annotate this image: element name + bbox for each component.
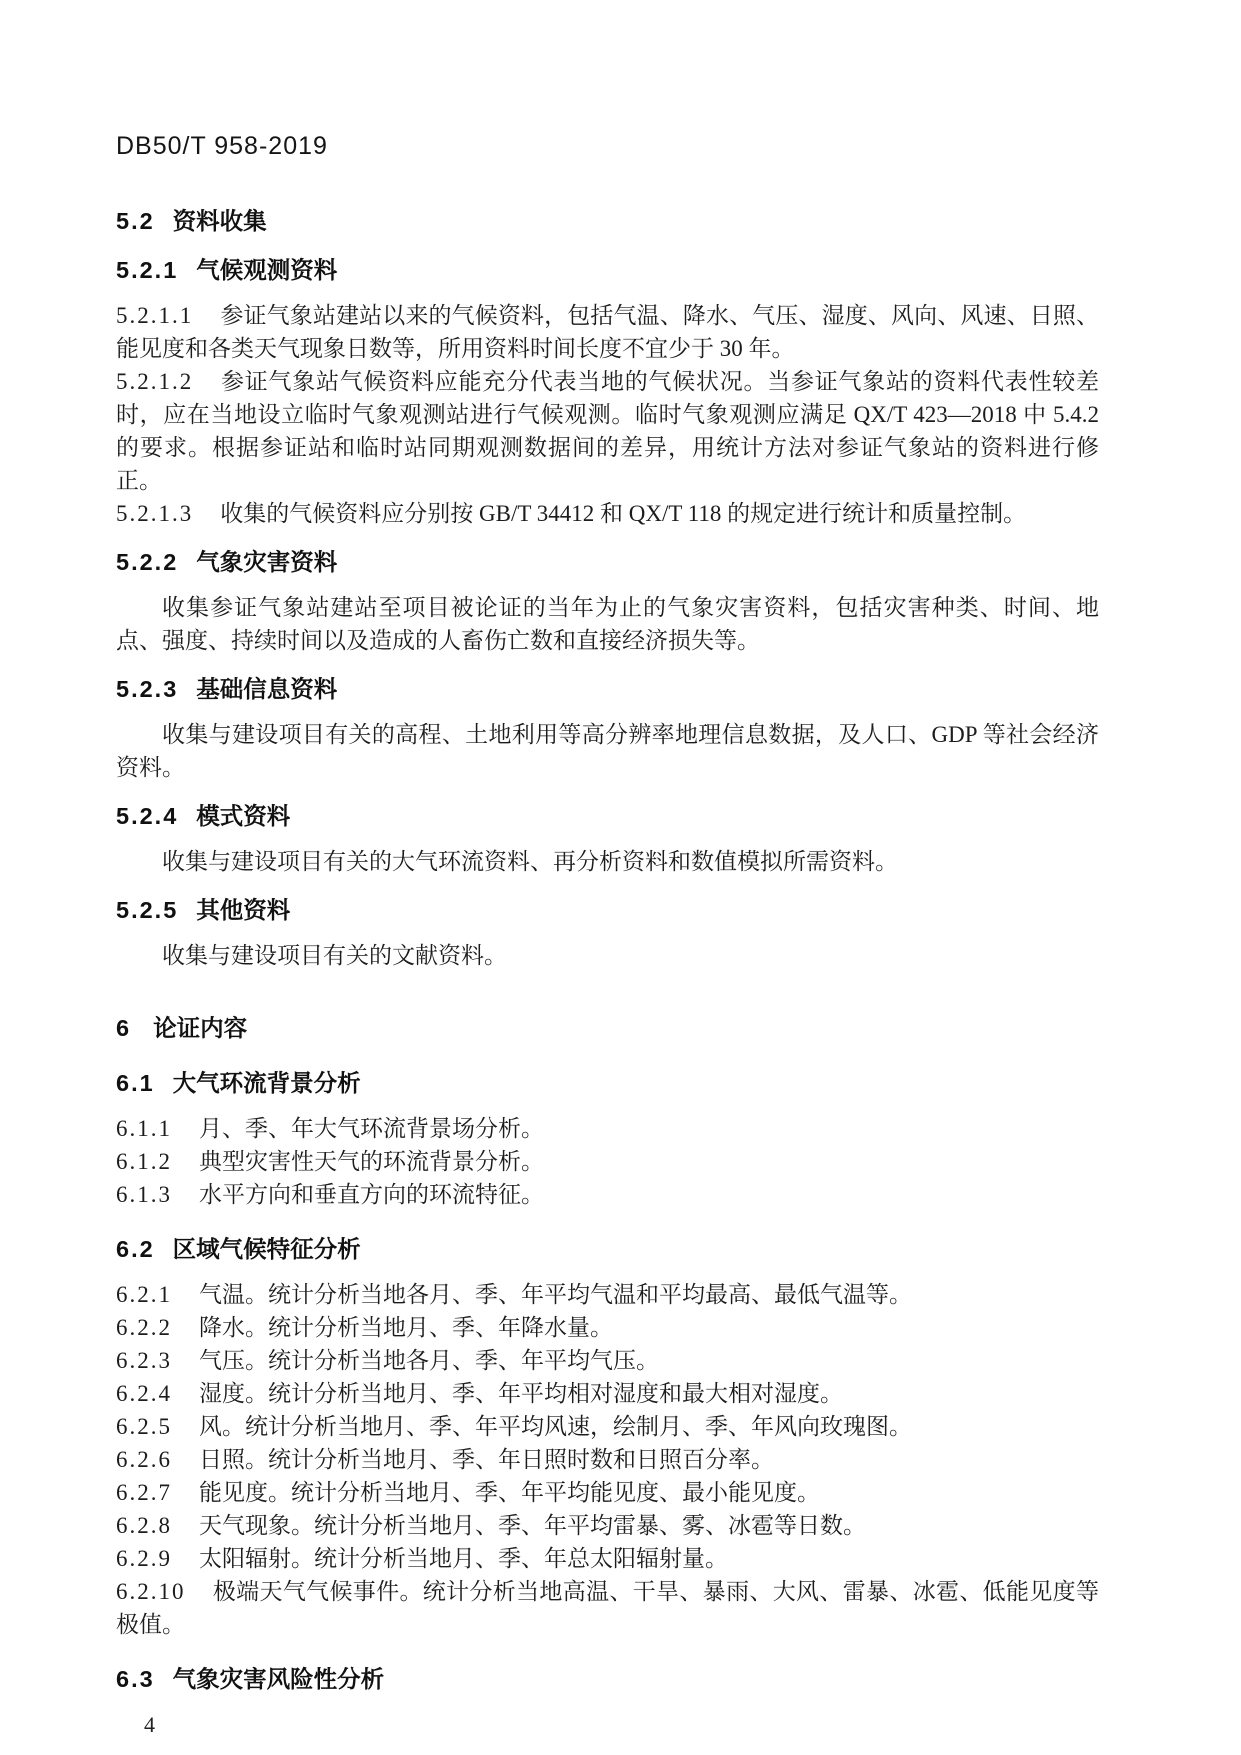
document-number: DB50/T 958-2019 — [116, 132, 328, 160]
clause-number: 6.2.4 — [116, 1381, 172, 1406]
heading-5-2-1 — [116, 254, 1099, 287]
heading-number: 5.2.2 — [116, 549, 179, 575]
clause-text: 气温。统计分析当地各月、季、年平均气温和平均最高、最低气温等。 — [199, 1282, 912, 1307]
page-number: 4 — [144, 1712, 155, 1737]
heading-text: 资料收集 — [172, 208, 267, 234]
clause-6-1-1 — [116, 1112, 1099, 1145]
heading-number: 6.2 — [116, 1236, 155, 1262]
clause-text: 降水。统计分析当地月、季、年降水量。 — [199, 1315, 613, 1340]
clause-number: 5.2.1.2 — [116, 369, 194, 394]
clause-number: 5.2.1.1 — [116, 303, 194, 328]
heading-text: 模式资料 — [196, 803, 291, 829]
clause-text: 太阳辐射。统计分析当地月、季、年总太阳辐射量。 — [199, 1546, 728, 1571]
heading-5-2-2 — [116, 546, 1099, 579]
clause-text: 月、季、年大气环流背景场分析。 — [199, 1116, 544, 1141]
heading-text: 基础信息资料 — [196, 676, 338, 702]
clause-text: 天气现象。统计分析当地月、季、年平均雷暴、雾、冰雹等日数。 — [199, 1513, 866, 1538]
clause-5-2-1-2 — [116, 365, 1099, 497]
clause-6-1-2 — [116, 1145, 1099, 1178]
clause-text: 典型灾害性天气的环流背景分析。 — [199, 1149, 544, 1174]
heading-text: 区域气候特征分析 — [172, 1236, 361, 1262]
clause-6-2-10 — [116, 1575, 1099, 1641]
clause-6-2-5 — [116, 1410, 1099, 1443]
clause-text: 极端天气气候事件。统计分析当地高温、干旱、暴雨、大风、雷暴、冰雹、低能见度等极值。 — [116, 1579, 1099, 1637]
clause-number: 6.2.10 — [116, 1579, 186, 1604]
clause-6-2-9 — [116, 1542, 1099, 1575]
paragraph-5-2-3: 收集与建设项目有关的高程、土地利用等高分辨率地理信息数据，及人口、GDP 等社会经济资料。 — [116, 722, 1099, 780]
heading-text: 气候观测资料 — [196, 257, 338, 283]
clause-number: 5.2.1.3 — [116, 501, 194, 526]
heading-number: 6.1 — [116, 1070, 155, 1096]
clause-text: 湿度。统计分析当地月、季、年平均相对湿度和最大相对湿度。 — [199, 1381, 843, 1406]
clause-number: 6.1.2 — [116, 1149, 172, 1174]
heading-5-2-4 — [116, 800, 1099, 833]
heading-number: 5.2.1 — [116, 257, 179, 283]
clause-text: 收集的气候资料应分别按 GB/T 34412 和 QX/T 118 的规定进行统计和质量控制。 — [220, 501, 1027, 526]
clause-number: 6.2.5 — [116, 1414, 172, 1439]
heading-number: 5.2.5 — [116, 897, 179, 923]
clause-number: 6.2.6 — [116, 1447, 172, 1472]
paragraph-5-2-4: 收集与建设项目有关的大气环流资料、再分析资料和数值模拟所需资料。 — [162, 849, 898, 874]
heading-number: 6 — [116, 1015, 132, 1041]
clause-text: 水平方向和垂直方向的环流特征。 — [199, 1182, 544, 1207]
heading-number: 5.2.4 — [116, 803, 179, 829]
heading-5-2-5 — [116, 894, 1099, 927]
clause-5-2-1-1 — [116, 299, 1099, 365]
clause-6-2-4 — [116, 1377, 1099, 1410]
clause-6-2-6 — [116, 1443, 1099, 1476]
heading-text: 气象灾害风险性分析 — [172, 1666, 385, 1692]
heading-text: 论证内容 — [153, 1015, 248, 1041]
clause-5-2-1-3 — [116, 497, 1099, 530]
heading-5-2 — [116, 205, 1099, 238]
clause-6-2-2 — [116, 1311, 1099, 1344]
clause-number: 6.1.3 — [116, 1182, 172, 1207]
clause-text: 气压。统计分析当地各月、季、年平均气压。 — [199, 1348, 659, 1373]
paragraph-5-2-5: 收集与建设项目有关的文献资料。 — [162, 943, 507, 968]
clause-number: 6.2.8 — [116, 1513, 172, 1538]
heading-text: 大气环流背景分析 — [172, 1070, 361, 1096]
heading-6 — [116, 1012, 1099, 1045]
heading-6-2 — [116, 1233, 1099, 1266]
clause-number: 6.2.2 — [116, 1315, 172, 1340]
heading-number: 6.3 — [116, 1666, 155, 1692]
clause-6-2-3 — [116, 1344, 1099, 1377]
clause-text: 参证气象站建站以来的气候资料，包括气温、降水、气压、湿度、风向、风速、日照、能见度和各类天气现象日数等，所用资料时间长度不宜少于 30 年。 — [116, 303, 1099, 361]
clause-number: 6.2.3 — [116, 1348, 172, 1373]
heading-6-1 — [116, 1067, 1099, 1100]
heading-number: 5.2.3 — [116, 676, 179, 702]
clause-number: 6.2.1 — [116, 1282, 172, 1307]
clause-text: 能见度。统计分析当地月、季、年平均能见度、最小能见度。 — [199, 1480, 820, 1505]
paragraph-5-2-2: 收集参证气象站建站至项目被论证的当年为止的气象灾害资料，包括灾害种类、时间、地点、强度、持续时间以及造成的人畜伤亡数和直接经济损失等。 — [116, 595, 1099, 653]
heading-number: 5.2 — [116, 208, 155, 234]
clause-6-2-7 — [116, 1476, 1099, 1509]
clause-6-1-3 — [116, 1178, 1099, 1211]
clause-number: 6.2.9 — [116, 1546, 172, 1571]
clause-text: 风。统计分析当地月、季、年平均风速，绘制月、季、年风向玫瑰图。 — [199, 1414, 912, 1439]
clause-6-2-1 — [116, 1278, 1099, 1311]
heading-5-2-3 — [116, 673, 1099, 706]
heading-text: 其他资料 — [196, 897, 291, 923]
clause-text: 参证气象站气候资料应能充分代表当地的气候状况。当参证气象站的资料代表性较差时，应在当地设立临时气象观测站进行气候观测。临时气象观测应满足 QX/T 423—2018 中 5.4.2 的要求。根据参证站和临时站同期观测数据间的差异，用统计方法对参证气象站的资料进行修正。 — [116, 369, 1099, 493]
clause-text: 日照。统计分析当地月、季、年日照时数和日照百分率。 — [199, 1447, 774, 1472]
heading-text: 气象灾害资料 — [196, 549, 338, 575]
clause-number: 6.2.7 — [116, 1480, 172, 1505]
clause-number: 6.1.1 — [116, 1116, 172, 1141]
clause-6-2-8 — [116, 1509, 1099, 1542]
heading-6-3 — [116, 1663, 1099, 1696]
